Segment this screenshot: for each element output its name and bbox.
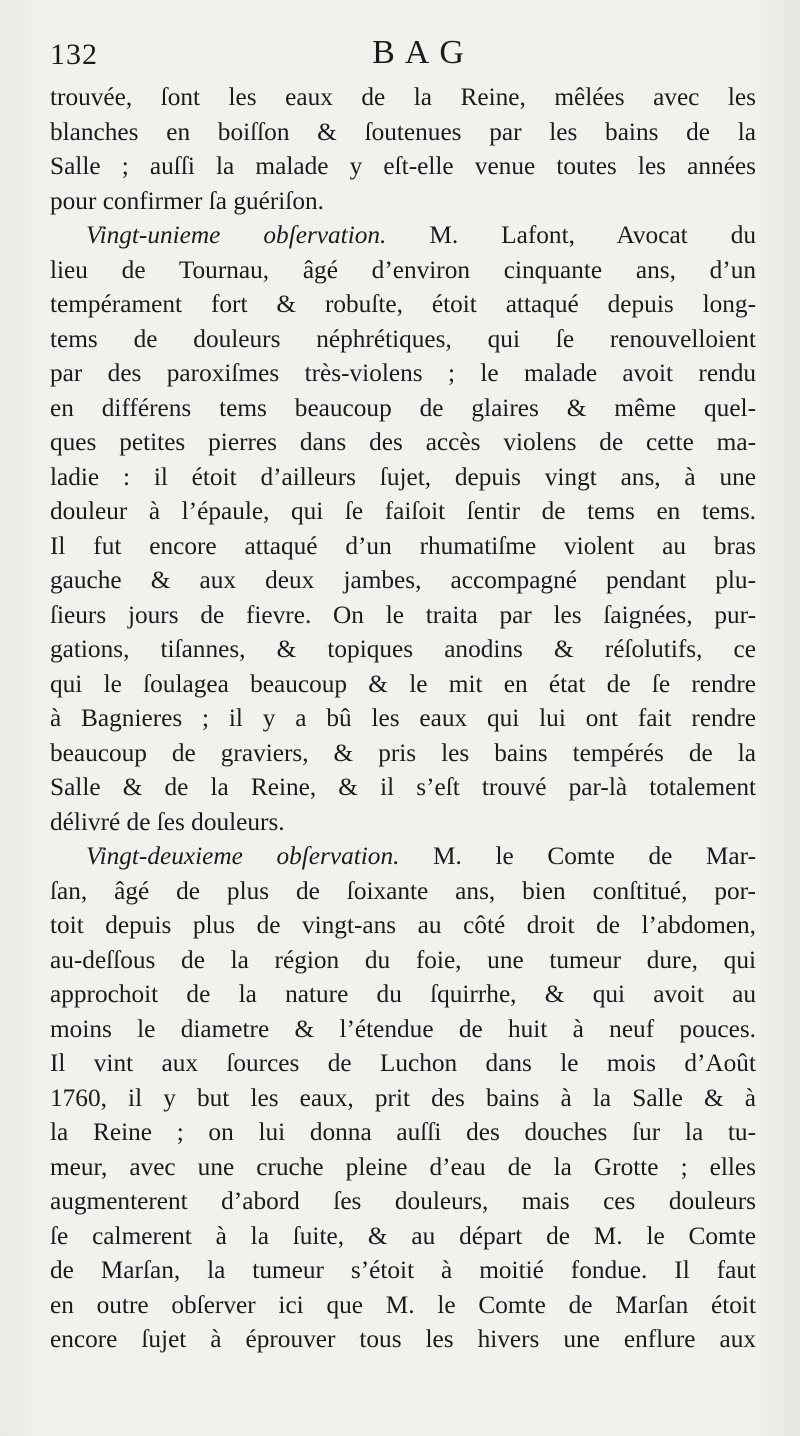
text-line: de Marſan, la tumeur s’étoit à moitié fondue. Il faut (50, 1256, 756, 1284)
running-head (50, 34, 756, 78)
text-line: en outre obſerver ici que M. le Comte de Marſan étoit (50, 1290, 756, 1319)
body-text (50, 80, 756, 1357)
text-line: en différens tems beaucoup de glaires & même quel- (50, 393, 756, 422)
text-line: Il vint aux ſources de Luchon dans le mois d’Août (50, 1049, 756, 1077)
observation-title: Vingt-unieme obſervation. (86, 221, 387, 249)
text-line: augmenterent d’abord ſes douleurs, mais ces douleurs (50, 1187, 756, 1215)
text-line: 1760, il y but les eaux, prit des bains à la Salle & à (50, 1083, 756, 1112)
text-line: moins le diametre & l’étendue de huit à neuf pouces. (50, 1014, 756, 1043)
text-line: délivré de ſes douleurs. (50, 807, 285, 836)
text-line: approchoit de la nature du ſquirrhe, & qui avoit au (50, 980, 756, 1008)
text-line: tems de douleurs néphrétiques, qui ſe renouvelloient (50, 324, 756, 353)
text-line: toit depuis plus de vingt-ans au côté droit de l’abdomen, (50, 911, 756, 939)
text-line: Il fut encore attaqué d’un rhumatiſme violent au bras (50, 531, 756, 560)
text-line: Salle & de la Reine, & il s’eſt trouvé par-là totalement (50, 773, 756, 801)
observation-heading-line: Vingt-unieme obſervation. M. Lafont, Avocat du (86, 221, 756, 249)
observation-heading-line: Vingt-deuxieme obſervation. M. le Comte de Mar- (86, 842, 756, 870)
text-line: pour confirmer ſa guériſon. (50, 186, 324, 215)
text-line: tempérament fort & robuſte, étoit attaqué depuis long- (50, 290, 756, 318)
text-line: ques petites pierres dans des accès violens de cette ma- (50, 428, 756, 456)
text-line: par des paroxiſmes très-violens ; le malade avoit rendu (50, 359, 756, 387)
observation-title: Vingt-deuxieme obſervation. (86, 842, 400, 870)
text-line: qui le ſoulagea beaucoup & le mit en état de ſe rendre (50, 669, 756, 698)
text-line: ſan, âgé de plus de ſoixante ans, bien conſtitué, por- (50, 876, 756, 905)
text-line: lieu de Tournau, âgé d’environ cinquante ans, d’un (50, 255, 756, 284)
text-line: au-deſſous de la région du foie, une tumeur dure, qui (50, 945, 756, 974)
text-line: ladie : il étoit d’ailleurs ſujet, depuis vingt ans, à une (50, 462, 756, 491)
text-line: encore ſujet à éprouver tous les hivers une enflure aux (50, 1325, 756, 1353)
text-line: la Reine ; on lui donna auſſi des douches ſur la tu- (50, 1118, 756, 1146)
text-line: ſe calmerent à la ſuite, & au départ de M. le Comte (50, 1221, 756, 1250)
text-line: meur, avec une cruche pleine d’eau de la Grotte ; elles (50, 1152, 756, 1181)
text-line: gations, tiſannes, & topiques anodins & réſolutifs, ce (50, 635, 756, 663)
text-line: ſieurs jours de fievre. On le traita par les ſaignées, pur- (50, 600, 756, 629)
running-title: BAG (372, 34, 474, 71)
text-line: à Bagnieres ; il y a bû les eaux qui lui ont fait rendre (50, 704, 756, 732)
text-line: gauche & aux deux jambes, accompagné pendant plu- (50, 566, 756, 594)
text-line: Salle ; auſſi la malade y eſt-elle venue toutes les années (50, 152, 756, 180)
page-number: 132 (50, 38, 98, 71)
text-line: douleur à l’épaule, qui ſe faiſoit ſentir de tems en tems. (50, 497, 756, 525)
text-line: beaucoup de graviers, & pris les bains tempérés de la (50, 738, 756, 767)
text-line: trouvée, ſont les eaux de la Reine, mêlées avec les (50, 83, 756, 111)
text-line: blanches en boiſſon & ſoutenues par les bains de la (50, 117, 756, 146)
